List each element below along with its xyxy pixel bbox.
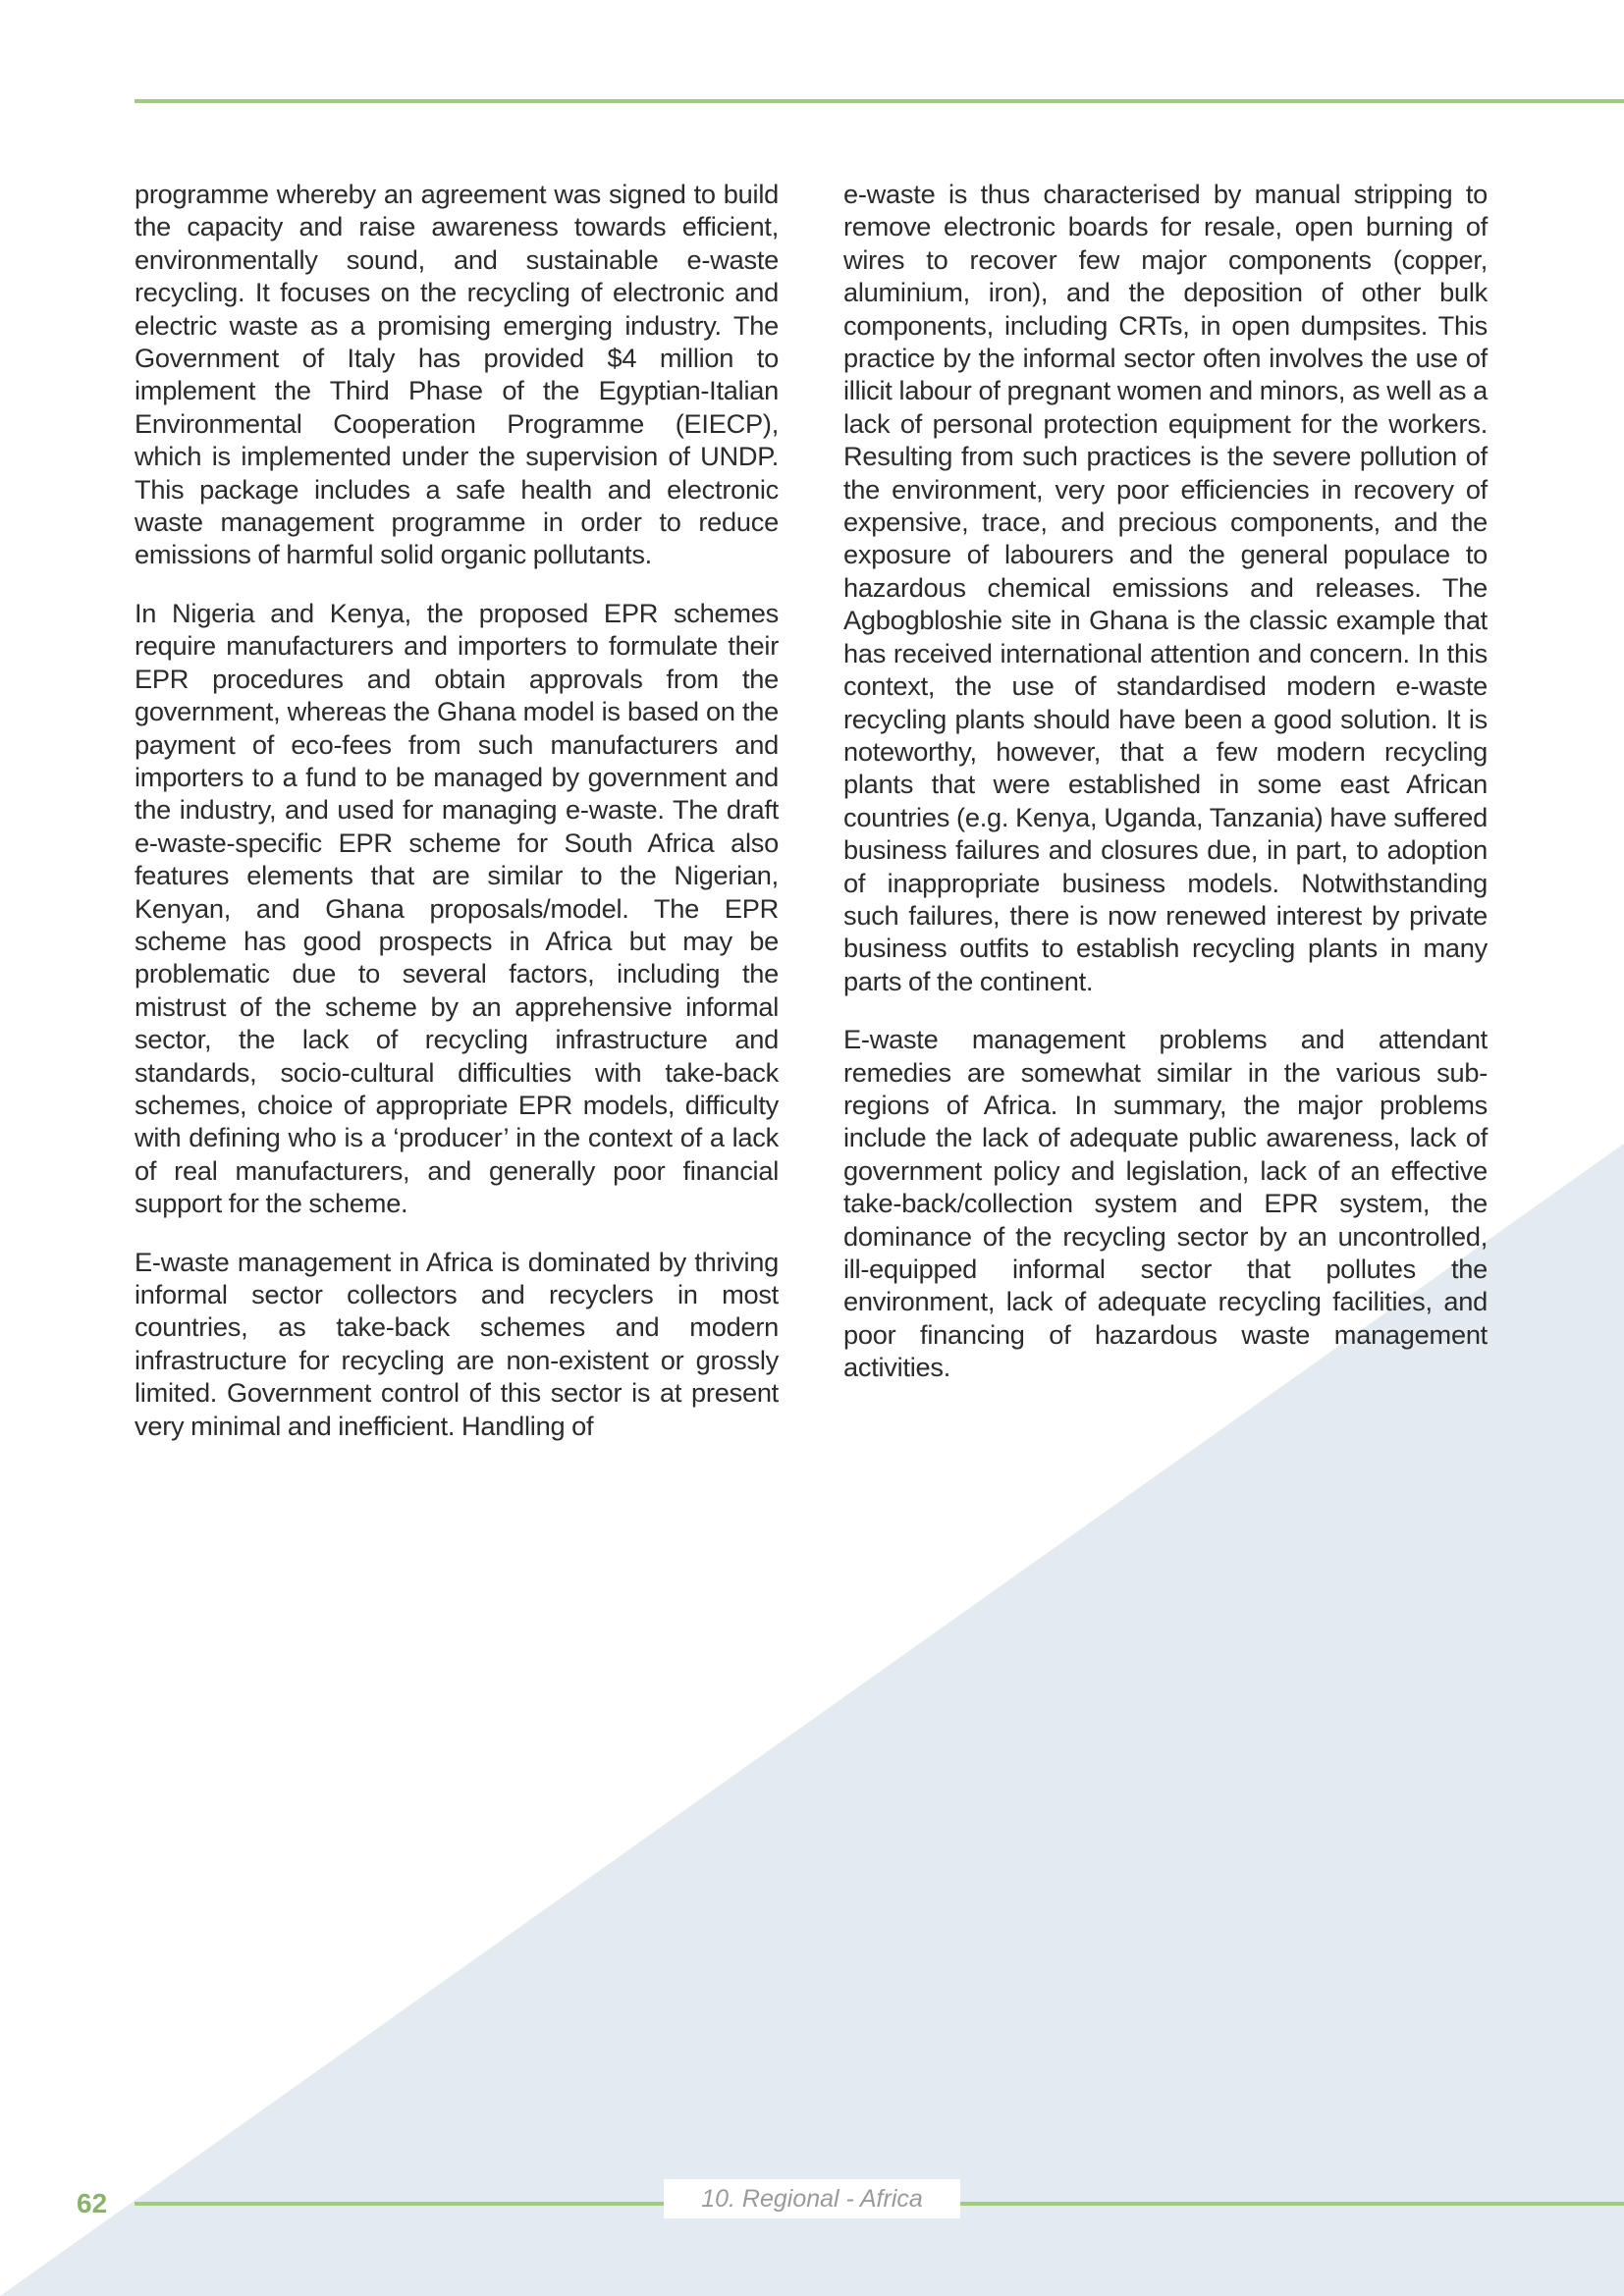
footer-rule-left bbox=[135, 2202, 665, 2206]
paragraph-egypt-programme: programme whereby an agreement was signed to build the capacity and raise awareness towards efficient, environmentally sound, and sustainable e-waste recycling. It focuses on the recycling of electronic and electric waste as a promising emerging industry. The Government of Italy has provided $4 million to implement the Third Phase of the Egyptian-Italian Environmental Cooperation Programme (EIECP), which is implemented under the supervision of UNDP. This package includes a safe health and electronic waste management programme in order to reduce emissions of harmful solid organic pollutants. bbox=[135, 179, 779, 570]
paragraph-summary-problems: E-waste management problems and attendant remedies are somewhat similar in the various sub-regions of Africa. In summary, the major problems include the lack of adequate public awareness, lack of government policy and legislation, lack of an effective take-back/collection system and EPR system, the dominance of the recycling sector by an uncontrolled, ill-equipped informal sector that pollutes the environment, lack of adequate recycling facilities, and poor financing of hazardous waste management activities. bbox=[843, 1024, 1488, 1383]
header-rule bbox=[135, 99, 1624, 103]
page-number: 62 bbox=[77, 2188, 108, 2218]
paragraph-informal-sector: E-waste management in Africa is dominated by thriving informal sector collectors and recyclers in most countries, as take-back schemes and modern infrastructure for recycling are non-existent or grossly limited. Government control of this sector is at present very minimal and inefficient. Handling of bbox=[135, 1246, 779, 1441]
footer-rule-right bbox=[960, 2202, 1624, 2206]
footer-section-label: 10. Regional - Africa bbox=[701, 2185, 923, 2213]
paragraph-manual-stripping: e-waste is thus characterised by manual stripping to remove electronic boards for resale, open burning of wires to recover few major components (copper, aluminium, iron), and the deposition of other bulk components, including CRTs, in open dumpsites. This practice by the informal sector often involves the use of illicit labour of pregnant women and minors, as well as a lack of personal protection equipment for the workers. Resulting from such practices is the severe pollution of the environment, very poor efficiencies in recovery of expensive, trace, and precious components, and the exposure of labourers and the general populace to hazardous chemical emissions and releases. The Agbogbloshie site in Ghana is the classic example that has received international attention and concern. In this context, the use of standardised modern e-waste recycling plants should have been a good solution. It is noteworthy, however, that a few modern recycling plants that were established in some east African countries (e.g. Kenya, Uganda, Tanzania) have suffered business failures and closures due, in part, to adoption of inappropriate business models. Notwithstanding such failures, there is now renewed interest by private business outfits to establish recycling plants in many parts of the continent. bbox=[843, 179, 1488, 996]
paragraph-epr-schemes: In Nigeria and Kenya, the proposed EPR schemes require manufacturers and importers to formulate their EPR procedures and obtain approvals from the government, whereas the Ghana model is based on the payment of eco-fees from such manufacturers and importers to a fund to be managed by government and the industry, and used for managing e-waste. The draft e-waste-specific EPR scheme for South Africa also features elements that are similar to the Nigerian, Kenyan, and Ghana proposals/model. The EPR scheme has good prospects in Africa but may be problematic due to several factors, including the mistrust of the scheme by an apprehensive informal sector, the lack of recycling infrastructure and standards, socio-cultural difficulties with take-back schemes, choice of appropriate EPR models, difficulty with defining who is a ‘producer’ in the context of a lack of real manufacturers, and generally poor financial support for the scheme. bbox=[135, 597, 779, 1219]
footer-section-box bbox=[664, 2179, 960, 2218]
left-column bbox=[135, 178, 779, 1468]
right-column bbox=[843, 178, 1488, 1410]
